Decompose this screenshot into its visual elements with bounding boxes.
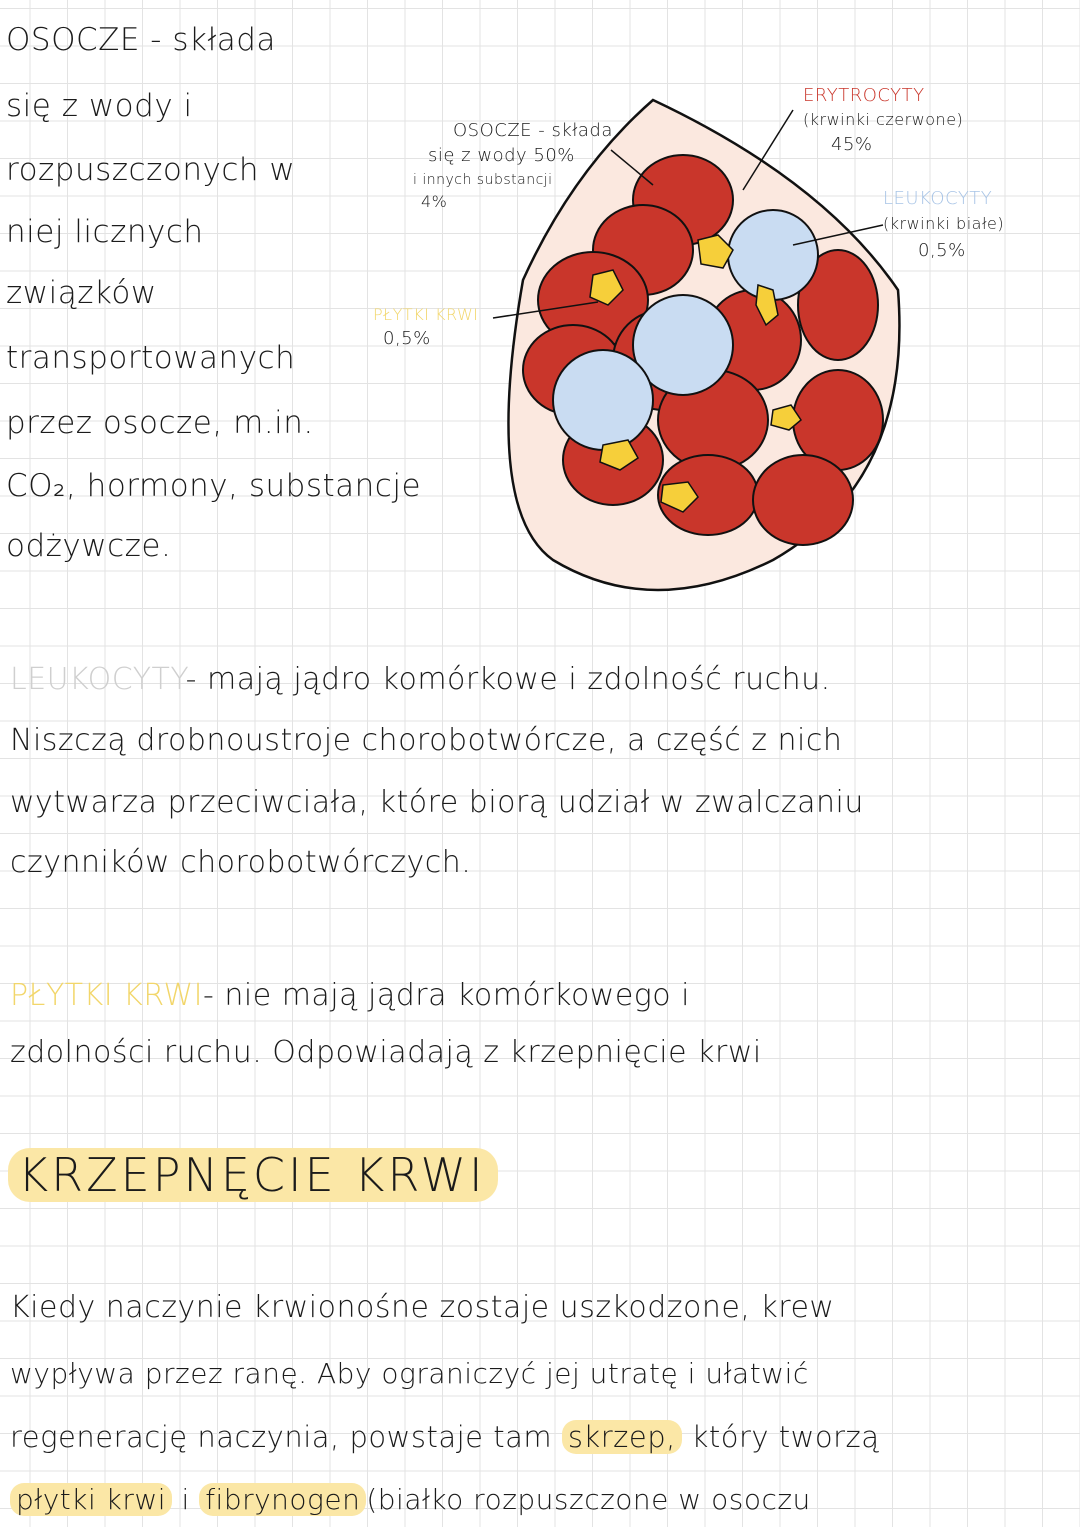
leukocytes-subtitle: (krwinki białe): [883, 214, 1005, 233]
leukocytes-paragraph-line: czynników chorobotwórczych.: [10, 845, 472, 880]
plasma-label-line: OSOCZE - składa: [453, 120, 613, 141]
platelets-paragraph-line: [10, 978, 690, 1013]
plasma-label-line: i innych substancji: [413, 172, 553, 188]
erythrocytes-subtitle: (krwinki czerwone): [803, 110, 964, 129]
clotting-text: i: [172, 1483, 200, 1516]
leukocytes-paragraph-line: [10, 662, 831, 697]
leukocytes-text: - mają jądro komórkowe i zdolność ruchu.: [185, 662, 831, 697]
platelets-title: PŁYTKI KRWI: [373, 305, 479, 324]
erythrocytes-title: ERYTROCYTY: [803, 85, 925, 106]
plasma-label-line: się z wody 50%: [428, 145, 575, 166]
platelets-text: - nie mają jądra komórkowego i: [202, 978, 691, 1013]
intro-line: niej licznych: [6, 214, 204, 250]
highlight-platelets: płytki krwi: [10, 1483, 172, 1516]
leukocytes-term: LEUKOCYTY: [10, 662, 186, 697]
clotting-text: regenerację naczynia, powstaje tam: [10, 1420, 553, 1454]
intro-line: OSOCZE - składa: [6, 22, 276, 58]
leukocytes-percent: 0,5%: [918, 240, 966, 261]
platelets-percent: 0,5%: [383, 328, 431, 349]
intro-line: rozpuszczonych w: [6, 152, 296, 188]
erythrocytes-percent: 45%: [831, 134, 873, 155]
clotting-paragraph-line: [10, 1483, 811, 1516]
intro-line: CO₂, hormony, substancje: [6, 468, 422, 504]
blood-composition-diagram: [353, 60, 1080, 640]
leukocytes-paragraph-line: Niszczą drobnoustroje chorobotwórcze, a część z nich: [10, 723, 843, 758]
clotting-paragraph-line: wypływa przez ranę. Aby ograniczyć jej utratę i ułatwić: [10, 1357, 809, 1390]
intro-line: odżywcze.: [6, 528, 172, 564]
section-heading: KRZEPNĘCIE KRWI: [8, 1148, 498, 1202]
highlight-skrzep: skrzep,: [562, 1420, 682, 1454]
platelets-paragraph-line: zdolności ruchu. Odpowiadają z krzepnięcie krwi: [10, 1035, 762, 1070]
intro-line: przez osocze, m.in.: [6, 405, 314, 441]
leukocytes-paragraph-line: wytwarza przeciwciała, które biorą udział w zwalczaniu: [10, 785, 864, 820]
clotting-text: który tworzą: [681, 1420, 880, 1454]
clotting-text: (białko rozpuszczone w osoczu: [366, 1483, 811, 1516]
highlight-fibrinogen: fibrynogen: [199, 1483, 366, 1516]
platelets-term: PŁYTKI KRWI: [10, 978, 203, 1013]
intro-line: związków: [6, 275, 157, 311]
plasma-label-line: 4%: [421, 192, 448, 211]
leukocytes-title: LEUKOCYTY: [883, 188, 993, 209]
clotting-paragraph-line: Kiedy naczynie krwionośne zostaje uszkodzone, krew: [10, 1290, 835, 1325]
intro-line: transportowanych: [6, 340, 296, 376]
clotting-paragraph-line: [10, 1420, 880, 1454]
intro-line: się z wody i: [6, 88, 193, 124]
